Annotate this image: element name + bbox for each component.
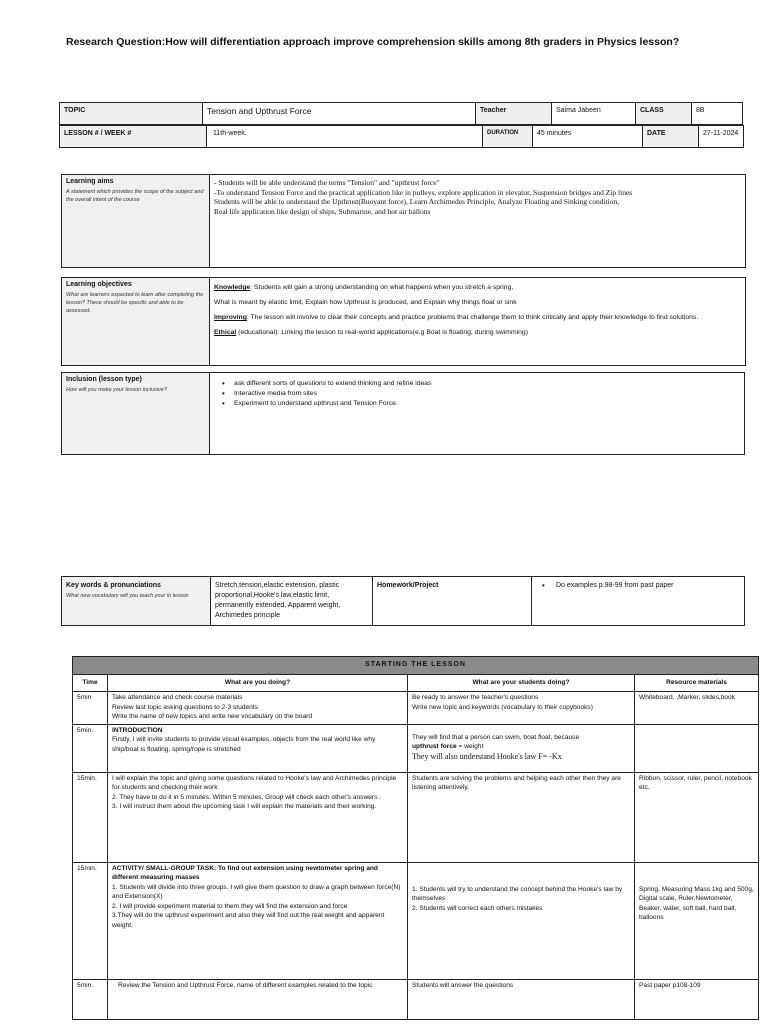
- row-students: [408, 692, 635, 725]
- header-students: What are your students doing?: [408, 675, 635, 692]
- homework-label: [373, 577, 532, 625]
- inclusion-content: [210, 373, 744, 454]
- teacher-line: 2. They have to do it in 5 minutes. Within 5 minutes, Group will check each other's answers .: [112, 793, 382, 801]
- learning-aims-title: Learning aims: [66, 178, 114, 185]
- row-resources: Ribbon, scissor, ruler, pencil, notebook etc.: [635, 772, 759, 862]
- student-line: Be ready to answer the teacher's questions: [412, 694, 539, 701]
- row-resources: Whiteboard, ,Marker, slides,book: [635, 692, 759, 725]
- student-line: Students are solving the problems and helping each other then they are listening attentively.: [412, 774, 621, 791]
- learning-aims-subtitle: A statement which provides the scope of the subject and the overall intent of the course: [66, 189, 204, 203]
- student-line: 2. Students will correct each others mistakes: [412, 904, 543, 912]
- row-students: [408, 772, 635, 862]
- header-resources: Resource materials: [635, 675, 759, 692]
- row-students: [408, 979, 635, 1019]
- learning-objectives-title: Learning objectives: [66, 281, 132, 288]
- lesson-row: [59, 125, 744, 148]
- learning-objectives-content: [210, 278, 745, 365]
- topic-label: TOPIC: [60, 103, 203, 124]
- table-row: [73, 979, 759, 1019]
- learning-aims-line: Students will be able to understand the Upthrust(Buoyant force), Learn Archimedes Principle, Analyze Floating and Sinking condition,: [214, 197, 620, 206]
- inclusion-label: [62, 373, 210, 454]
- teacher-label: Teacher: [476, 103, 552, 124]
- table-row: [73, 772, 759, 862]
- row-resources: Past paper p108-109: [635, 979, 759, 1019]
- lesson-label: LESSON # / WEEK #: [60, 126, 207, 147]
- improving-objective: [214, 313, 741, 323]
- inclusion-list: [214, 379, 740, 409]
- duration-value: 45 minutes: [533, 126, 643, 147]
- table-row: [73, 724, 759, 772]
- teacher-line: Firstly, I will invite students to provide visual examples, objects from the real world like why ship/boat is floating, spring/rope is stretched: [112, 736, 376, 753]
- row-students: [408, 724, 635, 772]
- teacher-line: 1. Students will divide into three groups. I will give them question to draw a graph between force(N) and Extension(X): [112, 883, 401, 900]
- keywords-list: Stretch,tension,elastic extension, plastic proportional,Hooke's law,elastic limit, permanently extended, Apparent weight, Archimedes principle: [211, 577, 373, 625]
- knowledge-objective-2: What is meant by elastic limit, Explain how Upthrust is produced, and Explain why things float or sink: [214, 299, 517, 306]
- teacher-line: Review last topic asking questions to 2-3 students: [112, 703, 258, 711]
- keywords-label: [62, 577, 211, 625]
- lesson-banner: STARTING THE LESSON: [73, 657, 759, 675]
- inclusion-item: • ask different sorts of questions to extend thinking and refine ideas: [222, 379, 740, 389]
- teacher-title: INTRODUCTION: [112, 726, 163, 734]
- learning-objectives-label: [62, 278, 210, 365]
- row-time: 5min.: [73, 979, 108, 1019]
- learning-aims-label: [62, 175, 210, 267]
- learning-aims-line: -To understand Tension Force and the practical application like in pulleys, explore application in elevator, Suspension bridges and Zip lines: [214, 187, 633, 197]
- row-time: 15min.: [73, 862, 108, 979]
- header-time: Time: [73, 675, 108, 692]
- lesson-value: 11th-week.: [207, 126, 483, 147]
- inclusion-box: [61, 372, 745, 455]
- knowledge-text: : Students will gain a strong understanding on what happens when you stretch a spring,: [250, 284, 514, 291]
- inclusion-item: • Experiment to understand upthrust and Tension Force.: [222, 399, 740, 409]
- row-teacher: [108, 692, 408, 725]
- date-label: DATE: [643, 126, 699, 147]
- row-teacher: [108, 862, 408, 979]
- header-teacher: What are you doing?: [108, 675, 408, 692]
- knowledge-objective: [214, 283, 741, 293]
- class-label: CLASS: [636, 103, 692, 124]
- teacher-line: 2. I will provide experiment material to them they will find the extension and force: [112, 902, 348, 910]
- topic-value: Tension and Upthrust Force: [203, 103, 476, 124]
- learning-objectives-box: [61, 277, 746, 366]
- student-line: [412, 742, 630, 752]
- teacher-value: Saima Jabeen: [552, 103, 636, 124]
- student-line: Write new topic and keywords (vocabulary to their copybooks): [412, 703, 593, 711]
- teacher-line: Take attendance and check course materials: [112, 694, 243, 701]
- row-resources: Spring, Measuring Mass 1kg and 500g, Digital scale, Ruler,Newtometer, Beaker, water, soft ball, hard ball, balloons: [635, 862, 759, 979]
- row-teacher: [108, 979, 408, 1019]
- teacher-title: ACTIVITY/ SMALL-GROUP TASK: To find out extension using newtometer spring and different measuring masses: [112, 864, 378, 881]
- learning-aims-content: [210, 175, 745, 267]
- row-teacher: [108, 724, 408, 772]
- lesson-header-row: [73, 675, 759, 692]
- keywords-box: [61, 576, 745, 626]
- homework-item: • Do examples p.98-99 from past paper: [536, 581, 742, 591]
- learning-aims-box: [61, 174, 746, 268]
- learning-aims-line: Real life application like design of ships, Submarine, and hot air ballons: [214, 206, 431, 216]
- teacher-line: Review the Tension and Upthrust Force, name of different examples related to the topic: [118, 981, 373, 989]
- upthrust-equation: = weight: [456, 743, 484, 750]
- learning-aims-line: - Students will be able understand the terms "Tension" and "upthrust force": [214, 178, 440, 187]
- homework-title: Homework/Project: [377, 582, 439, 589]
- ethical-text: (educational): Linking the lesson to real-world applications(e.g Boat is floating, during swimming): [236, 329, 528, 336]
- teacher-line: I will explain the topic and giving some questions related to Hooke's law and Archimedes principle for students and checking their work: [112, 774, 397, 791]
- lesson-table: [72, 656, 759, 1020]
- homework-list: [536, 581, 742, 591]
- row-teacher: [108, 772, 408, 862]
- row-time: 5min: [73, 692, 108, 725]
- improving-text: : The lesson will involve to clear their concepts and practice problems that challenge them to think critically and apply their knowledge to find solutions.: [246, 314, 699, 321]
- inclusion-subtitle: How will you make your lesson inclusive?: [66, 387, 167, 393]
- learning-objectives-subtitle: What are learners expected to learn after completing the lesson? These should be specific and able to be assessed.: [66, 292, 204, 314]
- teacher-line: 3. I will instruct them about the upcoming task I will explain the materials and their working.: [112, 803, 377, 810]
- topic-block: [59, 102, 744, 148]
- teacher-line: Write the name of new topics and write new vocabulary on the board: [112, 713, 312, 720]
- keywords-subtitle: What new vocabulary will you teach your in lesson: [66, 593, 189, 599]
- table-row: [73, 862, 759, 979]
- keywords-title: Key words & pronunciations: [66, 582, 161, 589]
- class-value: 8B: [696, 107, 705, 114]
- ethical-objective: [214, 328, 741, 338]
- student-line: They will find that a person can swim, boat float, because: [412, 733, 580, 741]
- row-students: [408, 862, 635, 979]
- student-line: They will also understand Hooke's law F= -Kx: [412, 751, 562, 761]
- inclusion-title: Inclusion (lesson type): [66, 376, 142, 383]
- row-time: 5min.: [73, 724, 108, 772]
- homework-content: [532, 577, 746, 625]
- date-value: 27-11-2024: [703, 130, 739, 137]
- teacher-line: 3.They will do the upthrust experiment and also they will find out the real weight and apparent weight.: [112, 912, 385, 929]
- improving-label: Improving: [214, 314, 247, 321]
- research-question: Research Question:How will differentiation approach improve comprehension skills among 8th graders in Physics lesson?: [66, 36, 680, 48]
- row-time: 15min.: [73, 772, 108, 862]
- row-resources: [635, 724, 759, 772]
- upthrust-term: upthrust force: [412, 743, 457, 750]
- ethical-label: Ethical: [214, 329, 237, 336]
- knowledge-label: Knowledge: [214, 284, 251, 291]
- duration-label: DURATION: [483, 126, 533, 147]
- student-line: 1. Students will try to understand the concept behind the Hooke's law by themselves: [412, 885, 623, 902]
- table-row: [73, 692, 759, 725]
- topic-row: [59, 102, 743, 125]
- student-line: Students will answer the questions: [412, 981, 514, 989]
- inclusion-item: • Interactive media from sites: [222, 389, 740, 399]
